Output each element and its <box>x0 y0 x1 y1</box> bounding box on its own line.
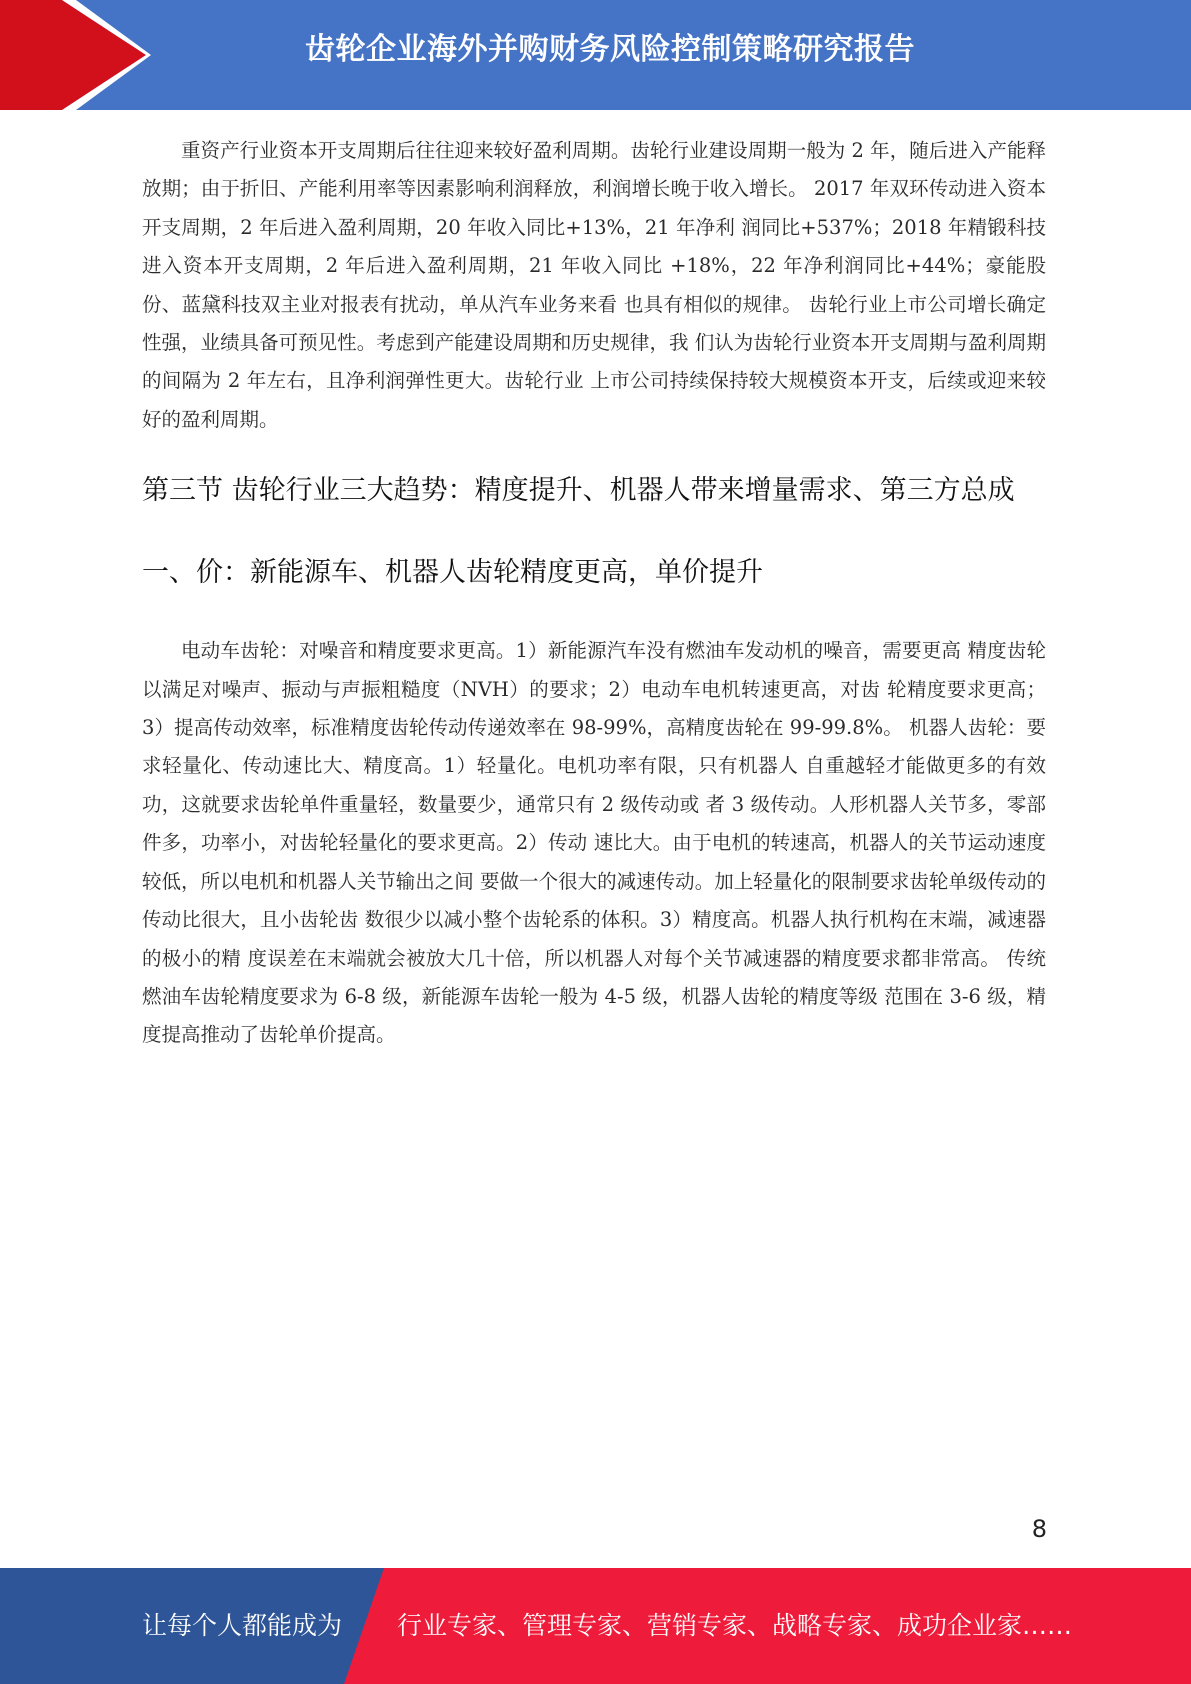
sub-heading: 一、价：新能源车、机器人齿轮精度更高，单价提升 <box>142 557 763 589</box>
page-footer <box>0 1568 1191 1684</box>
footer-slogan-left: 让每个人都能成为 <box>142 1611 343 1640</box>
page-number: 8 <box>1031 1515 1047 1543</box>
report-title: 齿轮企业海外并购财务风险控制策略研究报告 <box>305 32 915 67</box>
body-paragraph-capex-cycle: 重资产行业资本开支周期后往往迎来较好盈利周期。齿轮行业建设周期一般为 2 年，随后进入产能释放期；由于折旧、产能利用率等因素影响利润释放，利润增长晚于收入增长。 2017 年双环传动进入资本开支周期，2 年后进入盈利周期，20 年收入同比+13%，21 年净利 润同比+537%；2018 年精锻科技进入资本开支周期，2 年后进入盈利周期，21 年收入同比 +18%，22 年净利润同比+44%；豪能股份、蓝黛科技双主业对报表有扰动，单从汽车业务来看 也具有相似的规律。 齿轮行业上市公司增长确定性强，业绩具备可预见性。考虑到产能建设周期和历史规律，我 们认为齿轮行业资本开支周期与盈利周期的间隔为 2 年左右，且净利润弹性更大。齿轮行业 上市公司持续保持较大规模资本开支，后续或迎来较好的盈利周期。 <box>142 139 1046 431</box>
footer-slogan-right: 行业专家、管理专家、营销专家、战略专家、成功企业家…… <box>397 1611 1073 1640</box>
page-header <box>0 0 1191 110</box>
section-heading: 第三节 齿轮行业三大趋势：精度提升、机器人带来增量需求、第三方总成 <box>142 475 1015 507</box>
document-body <box>142 132 1046 1055</box>
body-paragraph-gear-precision: 电动车齿轮：对噪音和精度要求更高。1）新能源汽车没有燃油车发动机的噪音，需要更高 精度齿轮以满足对噪声、振动与声振粗糙度（NVH）的要求；2）电动车电机转速更高，对齿 轮精度要求更高；3）提高传动效率，标准精度齿轮传动传递效率在 98-99%，高精度齿轮在 99-99.8%。 机器人齿轮：要求轻量化、传动速比大、精度高。1）轻量化。电机功率有限，只有机器人 自重越轻才能做更多的有效功，这就要求齿轮单件重量轻，数量要少，通常只有 2 级传动或 者 3 级传动。人形机器人关节多，零部件多，功率小，对齿轮轻量化的要求更高。2）传动 速比大。由于电机的转速高，机器人的关节运动速度较低，所以电机和机器人关节输出之间 要做一个很大的减速传动。加上轻量化的限制要求齿轮单级传动的传动比很大，且小齿轮齿 数很少以减小整个齿轮系的体积。3）精度高。机器人执行机构在末端，减速器的极小的精 度误差在末端就会被放大几十倍，所以机器人对每个关节减速器的精度要求都非常高。 传统燃油车齿轮精度要求为 6-8 级，新能源车齿轮一般为 4-5 级，机器人齿轮的精度等级 范围在 3-6 级，精度提高推动了齿轮单价提高。 <box>142 639 1046 1047</box>
